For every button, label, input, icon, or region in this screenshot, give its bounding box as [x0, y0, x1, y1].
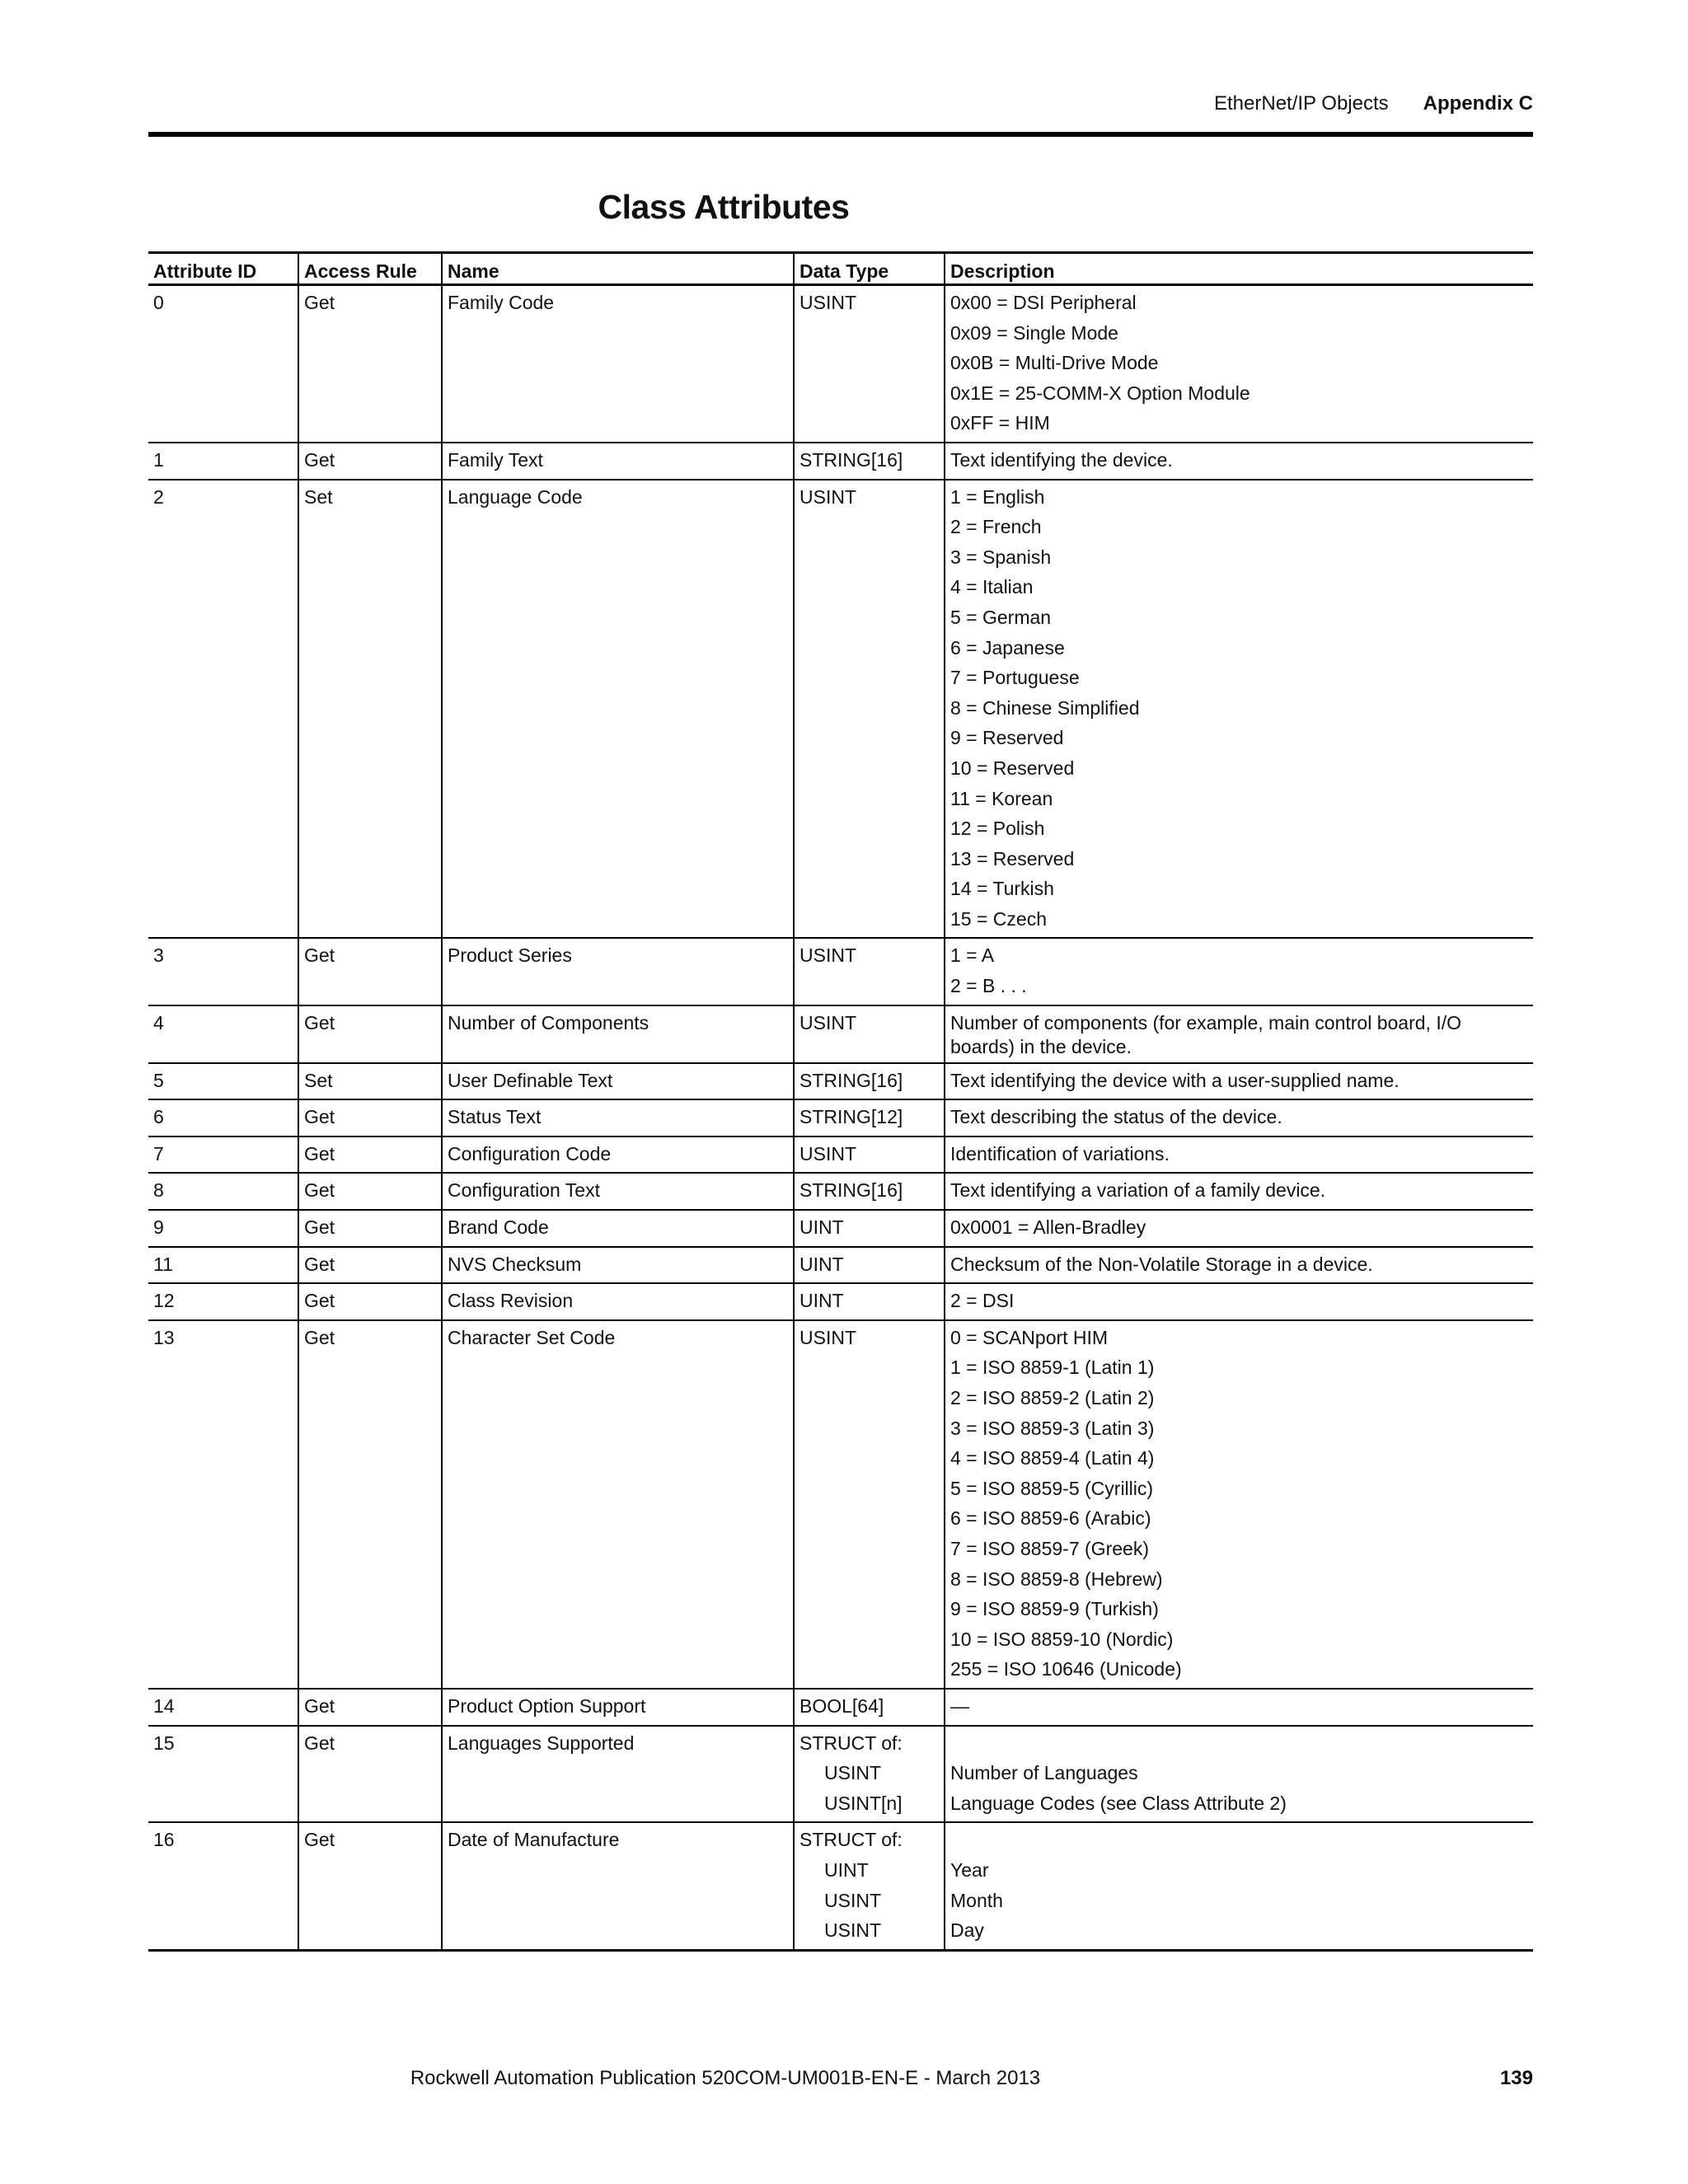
- access-rule-cell: Get: [298, 1247, 442, 1284]
- data-type-line: USINT: [799, 1011, 856, 1033]
- data-type-line: USINT: [799, 485, 856, 508]
- name-cell: Class Revision: [442, 1283, 794, 1320]
- description-line: 255 = ISO 10646 (Unicode): [950, 1658, 1182, 1680]
- attribute-id-cell: 15: [148, 1726, 298, 1823]
- data-type-line: UINT: [799, 1216, 844, 1239]
- attribute-id-cell: 13: [148, 1320, 298, 1689]
- description-line: 3 = Spanish: [950, 546, 1052, 568]
- description-line: Day: [950, 1919, 984, 1942]
- data-type-line: USINT: [799, 292, 856, 313]
- access-rule-cell: Get: [298, 443, 442, 480]
- description-cell: [945, 1005, 1533, 1063]
- column-header: Name: [442, 253, 794, 285]
- description-line: 0xFF = HIM: [950, 412, 1050, 434]
- description-line: 2 = French: [950, 516, 1042, 538]
- column-header: Data Type: [794, 253, 945, 285]
- description-cell: [945, 1320, 1533, 1689]
- data-type-line: STRUCT of:: [799, 1732, 903, 1754]
- table-row: [148, 938, 1533, 1005]
- table-row: [148, 1099, 1533, 1137]
- data-type-line: USINT: [824, 1919, 881, 1942]
- data-type-cell: [794, 1247, 945, 1284]
- description-line: 15 = Czech: [950, 907, 1047, 930]
- access-rule-cell: Get: [298, 1099, 442, 1137]
- column-header: Access Rule: [298, 253, 442, 285]
- data-type-line: UINT: [824, 1858, 869, 1881]
- data-type-cell: [794, 285, 945, 443]
- description-line: 8 = ISO 8859-8 (Hebrew): [950, 1568, 1163, 1590]
- attribute-id-cell: 16: [153, 1829, 175, 1851]
- access-rule-cell: Set: [298, 1063, 442, 1100]
- name-cell: Configuration Code: [442, 1137, 794, 1174]
- data-type-cell: [794, 1210, 945, 1247]
- description-line: Language Codes (see Class Attribute 2): [950, 1792, 1287, 1814]
- table-row: [148, 1320, 1533, 1689]
- name-cell: Status Text: [442, 1099, 794, 1137]
- description-line: 1 = ISO 8859-1 (Latin 1): [950, 1357, 1155, 1379]
- table-row: [148, 1173, 1533, 1210]
- data-type-line: STRING[16]: [799, 1069, 903, 1091]
- name-cell: Number of Components: [442, 1005, 794, 1063]
- column-header: Description: [945, 253, 1533, 285]
- description-line: 5 = ISO 8859-5 (Cyrillic): [950, 1477, 1154, 1499]
- description-cell: [945, 1247, 1533, 1284]
- table-row: [148, 1726, 1533, 1823]
- name-cell: Languages Supported: [442, 1726, 794, 1823]
- description-line: Number of Languages: [950, 1762, 1138, 1784]
- description-line: 2 = ISO 8859-2 (Latin 2): [950, 1387, 1155, 1408]
- description-cell: [945, 1099, 1533, 1137]
- description-line: 6 = Japanese: [950, 636, 1065, 658]
- data-type-cell: [794, 1320, 945, 1689]
- description-line: 0x09 = Single Mode: [950, 321, 1118, 344]
- attribute-id-cell: 9: [148, 1210, 298, 1247]
- table-row: [148, 285, 1533, 443]
- attribute-id-cell: 2: [148, 480, 298, 939]
- description-cell: [945, 1210, 1533, 1247]
- table-row: [148, 1005, 1533, 1063]
- attribute-id-cell: 14: [148, 1689, 298, 1726]
- description-line: 12 = Polish: [950, 818, 1045, 840]
- data-type-cell: [794, 443, 945, 480]
- description-cell: [945, 1726, 1533, 1823]
- access-rule-cell: Get: [298, 938, 442, 1005]
- name-cell: Family Text: [442, 443, 794, 480]
- description-line: 2 = DSI: [950, 1290, 1015, 1312]
- description-line: Text identifying the device.: [950, 448, 1173, 471]
- attribute-id-cell: 3: [148, 938, 298, 1005]
- data-type-cell: [794, 938, 945, 1005]
- description-line: 0x0B = Multi-Drive Mode: [950, 352, 1159, 374]
- name-cell: Family Code: [442, 285, 794, 443]
- header-section: EtherNet/IP Objects: [1214, 92, 1389, 115]
- data-type-cell: [794, 1283, 945, 1320]
- attribute-id-cell: 0: [148, 285, 298, 443]
- data-type-cell: [794, 1822, 945, 1950]
- name-cell: Product Option Support: [442, 1689, 794, 1726]
- description-line: Identification of variations.: [950, 1142, 1170, 1165]
- description-line: 11 = Korean: [950, 787, 1053, 809]
- description-cell: [945, 1283, 1533, 1320]
- data-type-line: USINT[n]: [824, 1792, 903, 1814]
- access-rule-cell: Get: [298, 1822, 442, 1950]
- table-row: [148, 1822, 1533, 1950]
- name-cell: Date of Manufacture: [442, 1822, 794, 1950]
- description-line: 3 = ISO 8859-3 (Latin 3): [950, 1417, 1155, 1439]
- description-line: 7 = ISO 8859-7 (Greek): [950, 1537, 1149, 1559]
- description-line: 0x0001 = Allen-Bradley: [950, 1216, 1146, 1239]
- data-type-line: USINT: [799, 944, 856, 967]
- data-type-line: USINT: [799, 1326, 856, 1348]
- class-attributes-table: [148, 251, 1533, 1952]
- name-cell: Language Code: [442, 480, 794, 939]
- access-rule-cell: Get: [298, 1173, 442, 1210]
- column-header: Attribute ID: [148, 253, 298, 285]
- access-rule-cell: Get: [298, 1283, 442, 1320]
- description-cell: [945, 1689, 1533, 1726]
- table-header-row: [148, 253, 1533, 285]
- data-type-cell: [794, 1099, 945, 1137]
- name-cell: Product Series: [442, 938, 794, 1005]
- attribute-id-cell: 1: [148, 443, 298, 480]
- access-rule-cell: Get: [298, 1210, 442, 1247]
- data-type-line: STRUCT of:: [799, 1829, 903, 1851]
- attribute-id-cell: 4: [148, 1005, 298, 1063]
- data-type-line: USINT: [824, 1762, 881, 1784]
- name-cell: NVS Checksum: [442, 1247, 794, 1284]
- description-line: 9 = Reserved: [950, 727, 1064, 749]
- attribute-id-cell: 8: [148, 1173, 298, 1210]
- description-line: Month: [950, 1889, 1003, 1911]
- description-line: 4 = Italian: [950, 576, 1034, 598]
- data-type-line: BOOL[64]: [799, 1694, 884, 1717]
- table-row: [148, 1210, 1533, 1247]
- attribute-id-cell: 6: [148, 1099, 298, 1137]
- description-cell: [945, 938, 1533, 1005]
- description-line: 2 = B . . .: [950, 975, 1027, 997]
- attribute-id-cell: 11: [148, 1247, 298, 1284]
- name-cell: User Definable Text: [442, 1063, 794, 1100]
- table-row: [148, 1283, 1533, 1320]
- data-type-line: STRING[16]: [799, 1179, 903, 1202]
- description-line: 0 = SCANport HIM: [950, 1326, 1109, 1348]
- description-line: 5 = German: [950, 606, 1052, 628]
- description-cell: [945, 1822, 1533, 1950]
- description-line: 14 = Turkish: [950, 878, 1054, 900]
- table-row: [148, 443, 1533, 480]
- description-line: Text describing the status of the device.: [950, 1106, 1282, 1128]
- publication-info: Rockwell Automation Publication 520COM-UM001B-EN-E - March 2013: [410, 2067, 1041, 2089]
- running-header: [1214, 92, 1533, 115]
- description-line: Year: [950, 1858, 989, 1881]
- data-type-cell: [794, 1137, 945, 1174]
- access-rule-cell: Get: [298, 285, 442, 443]
- description-line: 10 = Reserved: [950, 757, 1075, 779]
- header-appendix: Appendix C: [1423, 92, 1533, 115]
- description-line: 13 = Reserved: [950, 847, 1075, 869]
- data-type-line: USINT: [799, 1142, 856, 1165]
- description-line: 10 = ISO 8859-10 (Nordic): [950, 1628, 1174, 1650]
- description-line: [950, 1728, 1528, 1759]
- description-line: Text identifying the device with a user-supplied name.: [950, 1069, 1400, 1091]
- data-type-cell: [794, 1726, 945, 1823]
- data-type-line: STRING[16]: [799, 448, 903, 471]
- description-cell: [945, 1173, 1533, 1210]
- table-body: [148, 285, 1533, 1951]
- data-type-line: UINT: [799, 1253, 844, 1275]
- attribute-id-cell: 5: [148, 1063, 298, 1100]
- description-line: 9 = ISO 8859-9 (Turkish): [950, 1598, 1159, 1620]
- access-rule-cell: Get: [298, 1137, 442, 1174]
- description-line: 0x1E = 25-COMM-X Option Module: [950, 382, 1250, 404]
- data-type-line: UINT: [799, 1290, 844, 1312]
- description-cell: [945, 285, 1533, 443]
- description-line: 0x00 = DSI Peripheral: [950, 292, 1137, 313]
- name-cell: Configuration Text: [442, 1173, 794, 1210]
- access-rule-cell: Get: [298, 1689, 442, 1726]
- attribute-id-cell: 7: [148, 1137, 298, 1174]
- access-rule-cell: Set: [298, 480, 442, 939]
- description-cell: [945, 1063, 1533, 1100]
- description-line: 1 = English: [950, 485, 1045, 508]
- access-rule-cell: Get: [298, 1005, 442, 1063]
- description-line: 4 = ISO 8859-4 (Latin 4): [950, 1447, 1155, 1469]
- table-row: [148, 480, 1533, 939]
- name-cell: Character Set Code: [442, 1320, 794, 1689]
- description-line: —: [950, 1694, 969, 1717]
- data-type-cell: [794, 480, 945, 939]
- description-line: 7 = Portuguese: [950, 667, 1080, 689]
- description-line: [950, 1825, 1528, 1855]
- data-type-line: STRING[12]: [799, 1106, 903, 1128]
- description-line: 6 = ISO 8859-6 (Arabic): [950, 1507, 1151, 1530]
- description-cell: [945, 480, 1533, 939]
- data-type-cell: [794, 1689, 945, 1726]
- data-type-line: USINT: [824, 1889, 881, 1911]
- table-row: [148, 1063, 1533, 1100]
- description-cell: [945, 1137, 1533, 1174]
- description-line: 8 = Chinese Simplified: [950, 696, 1140, 719]
- description-text: Number of components (for example, main control board, I/O boards) in the device.: [950, 1011, 1462, 1057]
- description-line: Checksum of the Non-Volatile Storage in a device.: [950, 1253, 1373, 1275]
- data-type-cell: [794, 1063, 945, 1100]
- name-cell: Brand Code: [442, 1210, 794, 1247]
- table-row: [148, 1137, 1533, 1174]
- access-rule-cell: Get: [298, 1320, 442, 1689]
- table-row: [148, 1689, 1533, 1726]
- data-type-cell: [794, 1173, 945, 1210]
- attribute-id-cell: 12: [148, 1283, 298, 1320]
- page-title: Class Attributes: [598, 188, 850, 226]
- page-number: 139: [1499, 2067, 1533, 2089]
- description-line: Text identifying a variation of a family device.: [950, 1179, 1326, 1202]
- header-rule: [148, 132, 1533, 137]
- description-line: 1 = A: [950, 944, 995, 967]
- description-cell: [945, 443, 1533, 480]
- table-row: [148, 1247, 1533, 1284]
- data-type-cell: [794, 1005, 945, 1063]
- access-rule-cell: Get: [298, 1726, 442, 1823]
